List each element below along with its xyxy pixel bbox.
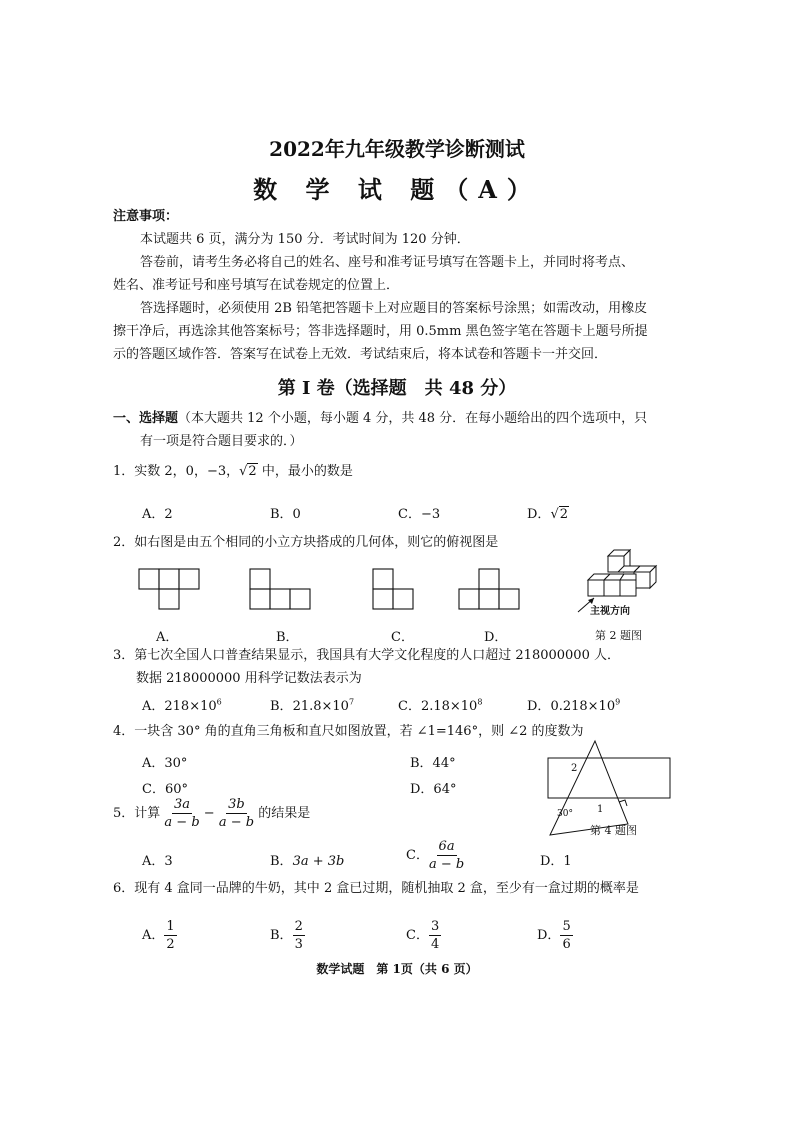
exam-subtitle: 数 学 试 题（A） xyxy=(253,175,541,204)
q3-option-a-label: A． xyxy=(142,699,165,714)
q3-option-c-exp: 8 xyxy=(477,697,483,707)
q1-option-a: A．2 xyxy=(142,507,173,522)
q5-stem xyxy=(113,796,310,831)
q2-option-d-figure xyxy=(459,569,521,611)
notice-line-3a: 答选择题时，必须使用 2B 铅笔把答题卡上对应题目的答案标号涂黑；如需改动，用橡皮 xyxy=(140,301,648,316)
q4-stem: 4．一块含 30° 角的直角三角板和直尺如图放置，若 ∠1=146°，则 ∠2 的度数为 xyxy=(113,724,584,739)
q2-caption: 第 2 题图 xyxy=(595,629,642,642)
q2-stem: 2．如右图是由五个相同的小立方块搭成的几何体，则它的俯视图是 xyxy=(113,535,499,550)
q5-option-b xyxy=(270,850,344,869)
q5-fraction-1 xyxy=(164,796,199,831)
q2-option-a-label: A． xyxy=(156,630,179,645)
q5-stem-b: 的结果是 xyxy=(258,806,311,821)
section-desc-a: （本大题共 12 个小题，每小题 4 分，共 48 分．在每小题给出的四个选项中，只 xyxy=(178,411,648,426)
q6-option-a xyxy=(142,918,177,953)
q2-option-d-label: D． xyxy=(484,630,508,645)
q1-stem-a: 1．实数 2，0，−3， xyxy=(113,464,240,479)
q3-stem-b: 数据 218000000 用科学记数法表示为 xyxy=(136,671,362,686)
q6-option-c xyxy=(406,918,441,953)
q1-option-c: C．−3 xyxy=(398,507,441,522)
q5-option-d: D．1 xyxy=(540,854,572,869)
q3-option-a-exp: 6 xyxy=(216,697,222,707)
q6-option-c-den: 4 xyxy=(430,937,440,952)
q2-option-b-label: B． xyxy=(276,630,299,645)
q6-option-d-num: 5 xyxy=(562,919,571,934)
q5-option-a: A．3 xyxy=(142,854,173,869)
q1-option-d-sqrt: √2 xyxy=(550,507,569,522)
q4-option-a: A．30° xyxy=(142,756,188,771)
q3-option-d-label: D． xyxy=(527,699,551,714)
q5-fraction-2-num: 3b xyxy=(228,797,245,812)
q4-option-c: C．60° xyxy=(142,782,188,797)
notice-heading: 注意事项： xyxy=(113,209,179,224)
q5-option-b-label: B． xyxy=(270,854,293,869)
q3-option-d xyxy=(527,695,620,714)
q2-option-b-figure xyxy=(250,569,312,611)
notice-line-2a: 答卷前，请考生务必将自己的姓名、座号和准考证号填写在答题卡上，并同时将考点、 xyxy=(140,255,635,270)
exam-title: 2022年九年级教学诊断测试 xyxy=(269,137,525,161)
q3-option-c-label: C． xyxy=(398,699,421,714)
q6-option-a-num: 1 xyxy=(166,919,175,934)
q3-option-b xyxy=(270,695,354,714)
q4-angle30-label: 30° xyxy=(557,809,573,819)
q5-option-b-expr: 3a + 3b xyxy=(292,854,345,869)
q5-option-c-den: a − b xyxy=(428,857,465,872)
q6-option-c-num: 3 xyxy=(430,919,440,934)
q4-option-b: B．44° xyxy=(410,756,456,771)
q3-option-b-exp: 7 xyxy=(348,697,355,707)
q1-sqrt: √2 xyxy=(239,464,257,479)
q6-option-b-den: 3 xyxy=(294,937,303,952)
page-footer: 数学试题 第 1页（共 6 页） xyxy=(316,962,478,976)
q1-option-d-radicand: 2 xyxy=(559,507,569,522)
section-title: 第 I 卷（选择题 共 48 分） xyxy=(277,378,517,399)
q6-option-b-fraction xyxy=(293,918,305,953)
q2-option-a-figure xyxy=(139,569,201,611)
q6-option-d-fraction xyxy=(560,918,572,953)
q5-option-c xyxy=(406,838,464,873)
q3-option-c-base: 2.18×10 xyxy=(420,699,478,714)
section-instructions xyxy=(113,407,647,430)
q2-option-c-figure xyxy=(373,569,415,611)
q2-option-c-label: C． xyxy=(391,630,414,645)
q5-fraction-2 xyxy=(219,796,254,831)
q5-stem-a: 5．计算 xyxy=(113,806,161,821)
q6-stem: 6．现有 4 盒同一品牌的牛奶，其中 2 盒已过期，随机抽取 2 盒，至少有一盒过期的概率是 xyxy=(113,881,639,896)
section-desc-b: 有一项是符合题目要求的．） xyxy=(140,434,303,449)
q5-option-c-num: 6a xyxy=(438,839,455,854)
q5-fraction-1-den: a − b xyxy=(164,815,200,830)
q4-caption: 第 4 题图 xyxy=(590,824,637,837)
q6-option-d-label: D． xyxy=(537,928,561,943)
q1-option-d-label: D． xyxy=(527,507,551,522)
q6-option-a-label: A． xyxy=(142,928,165,943)
q6-option-b-label: B． xyxy=(270,928,293,943)
q3-option-d-base: 0.218×10 xyxy=(550,699,616,714)
q5-fraction-1-num: 3a xyxy=(174,797,191,812)
q1-stem-b: 中，最小的数是 xyxy=(257,464,353,479)
q6-option-c-label: C． xyxy=(406,928,429,943)
q5-option-c-label: C． xyxy=(406,848,429,863)
q1-sqrt-radicand: 2 xyxy=(248,464,257,479)
q2-arrow-label: 主视方向 xyxy=(590,606,630,617)
q3-stem-a: 3．第七次全国人口普查结果显示，我国具有大学文化程度的人口超过 218000000 人． xyxy=(113,648,620,663)
q6-option-d xyxy=(537,918,573,953)
q1-option-d xyxy=(527,503,569,522)
q3-option-c xyxy=(398,695,482,714)
q1-stem xyxy=(113,460,353,483)
q4-option-d: D．64° xyxy=(410,782,457,797)
q6-option-d-den: 6 xyxy=(562,937,571,952)
q4-angle2-label: 2 xyxy=(571,763,578,774)
section-heading: 一、选择题 xyxy=(113,411,179,426)
q4-triangle xyxy=(550,741,628,835)
q5-minus: − xyxy=(203,806,215,821)
q3-option-b-base: 21.8×10 xyxy=(292,699,349,714)
q6-option-a-fraction xyxy=(164,918,176,953)
q5-fraction-2-den: a − b xyxy=(218,815,255,830)
q4-angle1-label: 1 xyxy=(597,804,604,815)
q4-figure xyxy=(545,738,675,834)
notice-line-3b: 擦干净后，再选涂其他答案标号；答非选择题时，用 0.5mm 黑色签字笔在答题卡上题号所提 xyxy=(113,324,648,339)
notice-line-2b: 姓名、准考证号和座号填写在试卷规定的位置上． xyxy=(113,278,400,293)
notice-line-1: 本试题共 6 页，满分为 150 分．考试时间为 120 分钟． xyxy=(140,232,470,247)
q1-option-b: B．0 xyxy=(270,507,301,522)
q2-cube-figure xyxy=(568,540,668,620)
q4-ruler xyxy=(548,758,670,798)
q3-option-a xyxy=(142,695,222,714)
q6-option-b-num: 2 xyxy=(294,919,303,934)
notice-line-3c: 示的答题区域作答．答案写在试卷上无效．考试结束后，将本试卷和答题卡一并交回． xyxy=(113,347,608,362)
q3-option-b-label: B． xyxy=(270,699,293,714)
q3-option-a-base: 218×10 xyxy=(164,699,217,714)
q3-option-d-exp: 9 xyxy=(615,697,621,707)
q6-option-c-fraction xyxy=(429,918,441,953)
q6-option-a-den: 2 xyxy=(166,937,175,952)
q6-option-b xyxy=(270,918,305,953)
q5-option-c-fraction xyxy=(429,838,464,873)
